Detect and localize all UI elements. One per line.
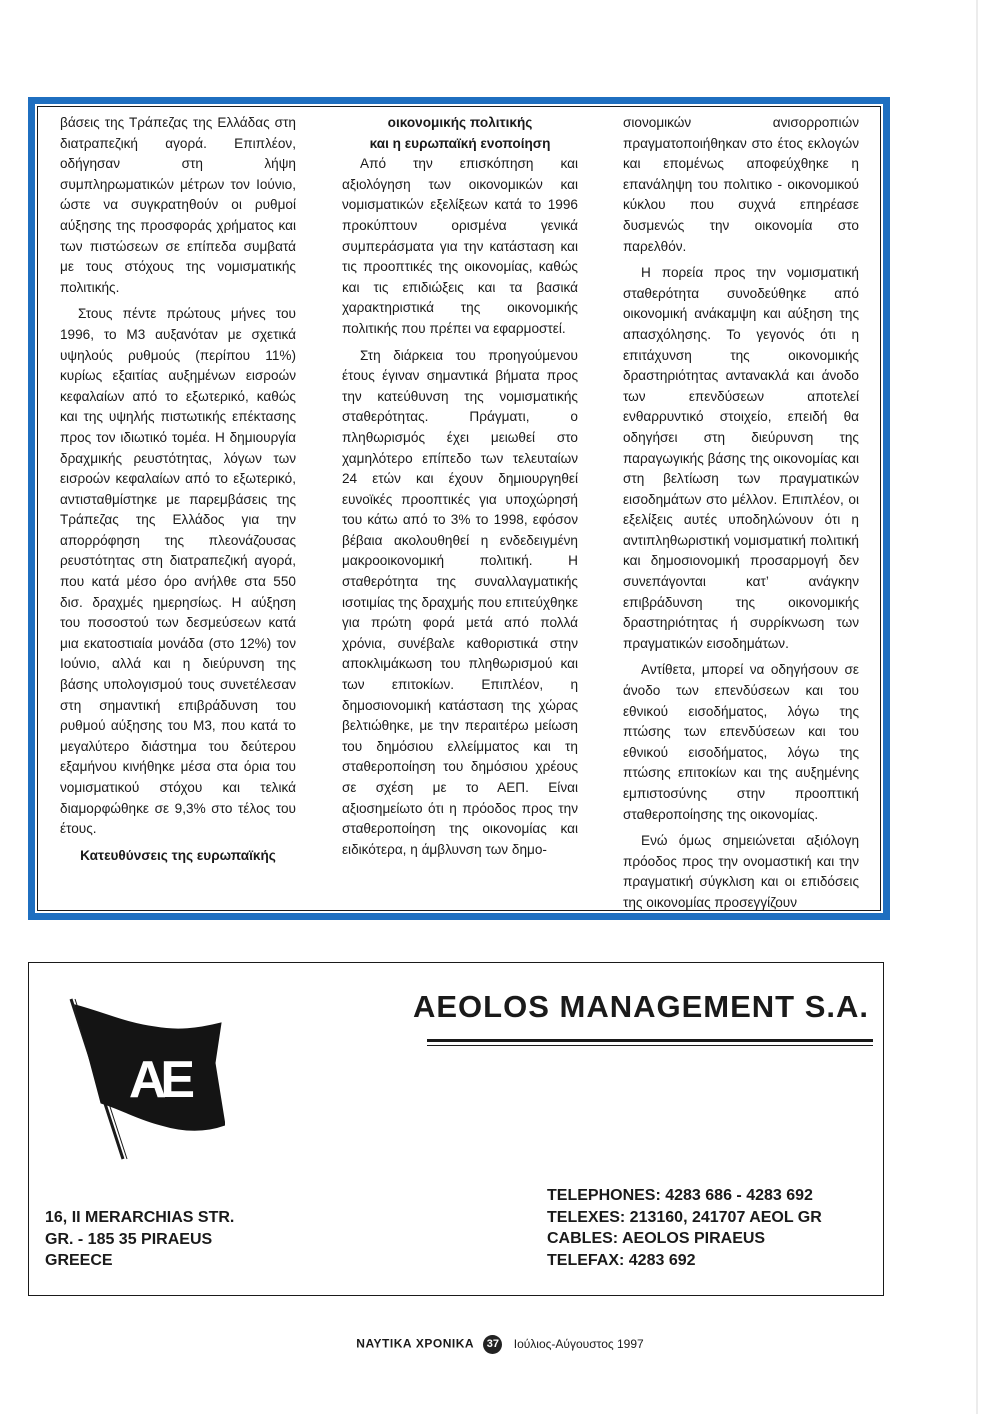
- address-line: GREECE: [45, 1252, 113, 1269]
- flag-logo-icon: [65, 993, 225, 1163]
- address-line: 16, II MERARCHIAS STR.: [45, 1209, 235, 1226]
- page-edge: [976, 0, 978, 1414]
- paragraph: Από την επισκόπηση και αξιολόγηση των οικονομικών και νομισματικών εξελίξεων κατά το 1996 προκύπτουν ορισμένα γενικά συμπεράσματα για την κατάσταση και τις προοπτικές της οικονομίας, καθώς και τις επιδιώξεις και τα βασικά χαρακτηριστικά της οικονομικής πολιτικής που πρέπει να εφαρμοστεί.: [342, 156, 578, 336]
- paragraph: βάσεις της Τράπεζας της Ελλάδας στη διατραπεζική αγορά. Επιπλέον, οδήγησαν στη λήψη συμπληρωματικών μέτρων τον Ιούνιο, ώστε να συγκρατηθούν οι ρυθμοί αύξησης της προσφοράς χρήματος και των πιστώσεων σε επίπεδα συμβατά με τους στόχους της νομισματικής πολιτικής.: [60, 115, 296, 295]
- contact-block: [547, 1185, 822, 1271]
- article-inner-border: [37, 106, 881, 911]
- paragraph: Η πορεία προς την νομισματική σταθερότητα συνοδεύθηκε από οικονομική ανάκαμψη και αύξηση της απασχόλησης. Το γεγονός ότι η επιτάχυνση της οικονομικής δραστηριότητας αντανακλά και άνοδο των επενδύσεων αποτελεί ενθαρρυντικό στοιχείο, επειδή θα οδηγήσει στη διεύρυνση της παραγωγικής βάσης της οικονομίας και στη βελτίωση των πραγματικών εισοδημάτων στο μέλλον. Επιπλέον, οι εξελίξεις αυτές υποδηλώνουν ότι η αντιπληθωριστική νομισματική πολιτική και δημοσιονομική προσαρμογή δεν συνεπάγονται κατ’ ανάγκην επιβράδυνση της οικονομικής δραστηριότητας ή συρρίκνωση των πραγματικών εισοδημάτων.: [623, 265, 859, 651]
- publication-name: ΝΑΥΤΙΚΑ ΧΡΟΝΙΚΑ: [356, 1336, 475, 1351]
- contact-line: TELEFAX: 4283 692: [547, 1251, 696, 1269]
- issue-date: Ιούλιος-Αύγουστος 1997: [513, 1336, 644, 1351]
- contact-line: CABLES: AEOLOS PIRAEUS: [547, 1230, 766, 1247]
- page-footer: [0, 1335, 1000, 1354]
- paragraph: Στη διάρκεια του προηγούμενου έτους έγιναν σημαντικά βήματα προς την κατεύθυνση της νομισματικής σταθερότητας. Πράγματι, ο πληθωρισμός έχει μειωθεί στο χαμηλότερο επίπεδο των τελευταίων 24 ετών και έχουν δημιουργηθεί ευνοϊκές προοπτικές για υποχώρησή του κάτω από το 3% το 1998, εφόσον βέβαια ακολουθηθεί η ενδεδειγμένη μακροοικονομική πολιτική. Η σταθερότητα της συναλλαγματικής ισοτιμίας της δραχμής που επιτεύχθηκε για πρώτη φορά μετά από πολλά χρόνια, συνέβαλε καθοριστικά στην αποκλιμάκωση του πληθωρισμού και των επιτοκίων. Επιπλέον, η δημοσιονομική κατάσταση της χώρας βελτιώθηκε, με την περαιτέρω μείωση του δημόσιου ελλείμματος και τη σταθεροποίηση του δημόσιου χρέους σε σχέση με το ΑΕΠ. Είναι αξιοσημείωτο ότι η πρόοδος προς την σταθεροποίηση της οικονομίας και ειδικότερα, η άμβλυνση των δημο-: [342, 347, 578, 857]
- paragraph: Αντίθετα, μπορεί να οδηγήσουν σε άνοδο των επενδύσεων και του εθνικού εισοδήματος, λόγω της πτώσης των επενδύσεων και του εθνικού εισοδήματος, λόγω της πτώσης επιτοκίων και της αυξημένης εμπιστοσύνης στην προοπτική σταθεροποίησης της οικονομίας.: [623, 662, 859, 822]
- contact-line: TELEXES: 213160, 241707 AEOL GR: [547, 1208, 822, 1226]
- section-heading: Κατευθύνσεις της ευρωπαϊκής: [80, 847, 276, 863]
- page-number: 37: [483, 1335, 502, 1354]
- paragraph: Στους πέντε πρώτους μήνες του 1996, το Μ3 αυξανόταν με σχετικά υψηλούς ρυθμούς (περίπου 11%) κυρίως εξαιτίας αυξημένων εισροών κεφαλαίων από το εξωτερικό, καθώς και της υψηλής πιστωτικής επέκτασης προς τον ιδιωτικό τομέα. Η δημιουργία δραχμικής ρευστότητας, λόγων των εισροών κεφαλαίων από το εξωτερικό, αντισταθμίστηκε με παρεμβάσεις της Τράπεζας της Ελλάδος για την απορρόφηση της πλεονάζουσας ρευστότητας στη διατραπεζική αγορά, που κατά μέσο όρο ανήλθε στα 550 δισ. δραχμές ημερησίως. Η αύξηση του ποσοστού των δεσμεύσεων κατά μια εκατοστιαία μονάδα (στο 12%) τον Ιούνιο, αλλά και η διεύρυνση της βάσης υπολογισμού τους συνετέλεσαν στη σημαντική επιβράδυνση του ρυθμού αύξησης του Μ3, που κατά το μεγαλύτερο διάστημα του δεύτερου εξαμήνου κινήθηκε μέσα στα όρια του νομισματικού στόχου και τελικά διαμορφώθηκε σε 9,3% στο τέλος του έτους.: [60, 306, 296, 837]
- article-column-1: [60, 113, 296, 866]
- section-heading: και η ευρωπαϊκή ενοποίηση: [369, 135, 551, 151]
- article-frame: [28, 97, 890, 920]
- advertisement: [28, 962, 884, 1296]
- article-column-2: [342, 113, 578, 866]
- article-column-3: [623, 113, 859, 911]
- divider: [427, 1039, 873, 1042]
- paragraph: σιονομικών ανισορροπιών πραγματοποιήθηκαν στο έτος εκλογών και επομένως αποφεύχθηκε η επανάληψη του πολιτικο - οικονομικού κύκλου που συχνά επηρέασε δυσμενώς την οικονομία στο παρελθόν.: [623, 115, 859, 254]
- section-heading: οικονομικής πολιτικής: [387, 115, 533, 130]
- contact-line: TELEPHONES: 4283 686 - 4283 692: [547, 1187, 813, 1204]
- company-name: AEOLOS MANAGEMENT S.A.: [412, 989, 869, 1024]
- paragraph: Ενώ όμως σημειώνεται αξιόλογη πρόοδος προς την ονομαστική και την πραγματική σύγκλιση και οι επιδόσεις της οικονομίας προσεγγίζουν: [623, 833, 859, 910]
- address-line: GR. - 185 35 PIRAEUS: [45, 1230, 213, 1248]
- divider: [427, 1045, 873, 1046]
- svg-text:AE: AE: [128, 1051, 190, 1109]
- address-block: [45, 1207, 234, 1272]
